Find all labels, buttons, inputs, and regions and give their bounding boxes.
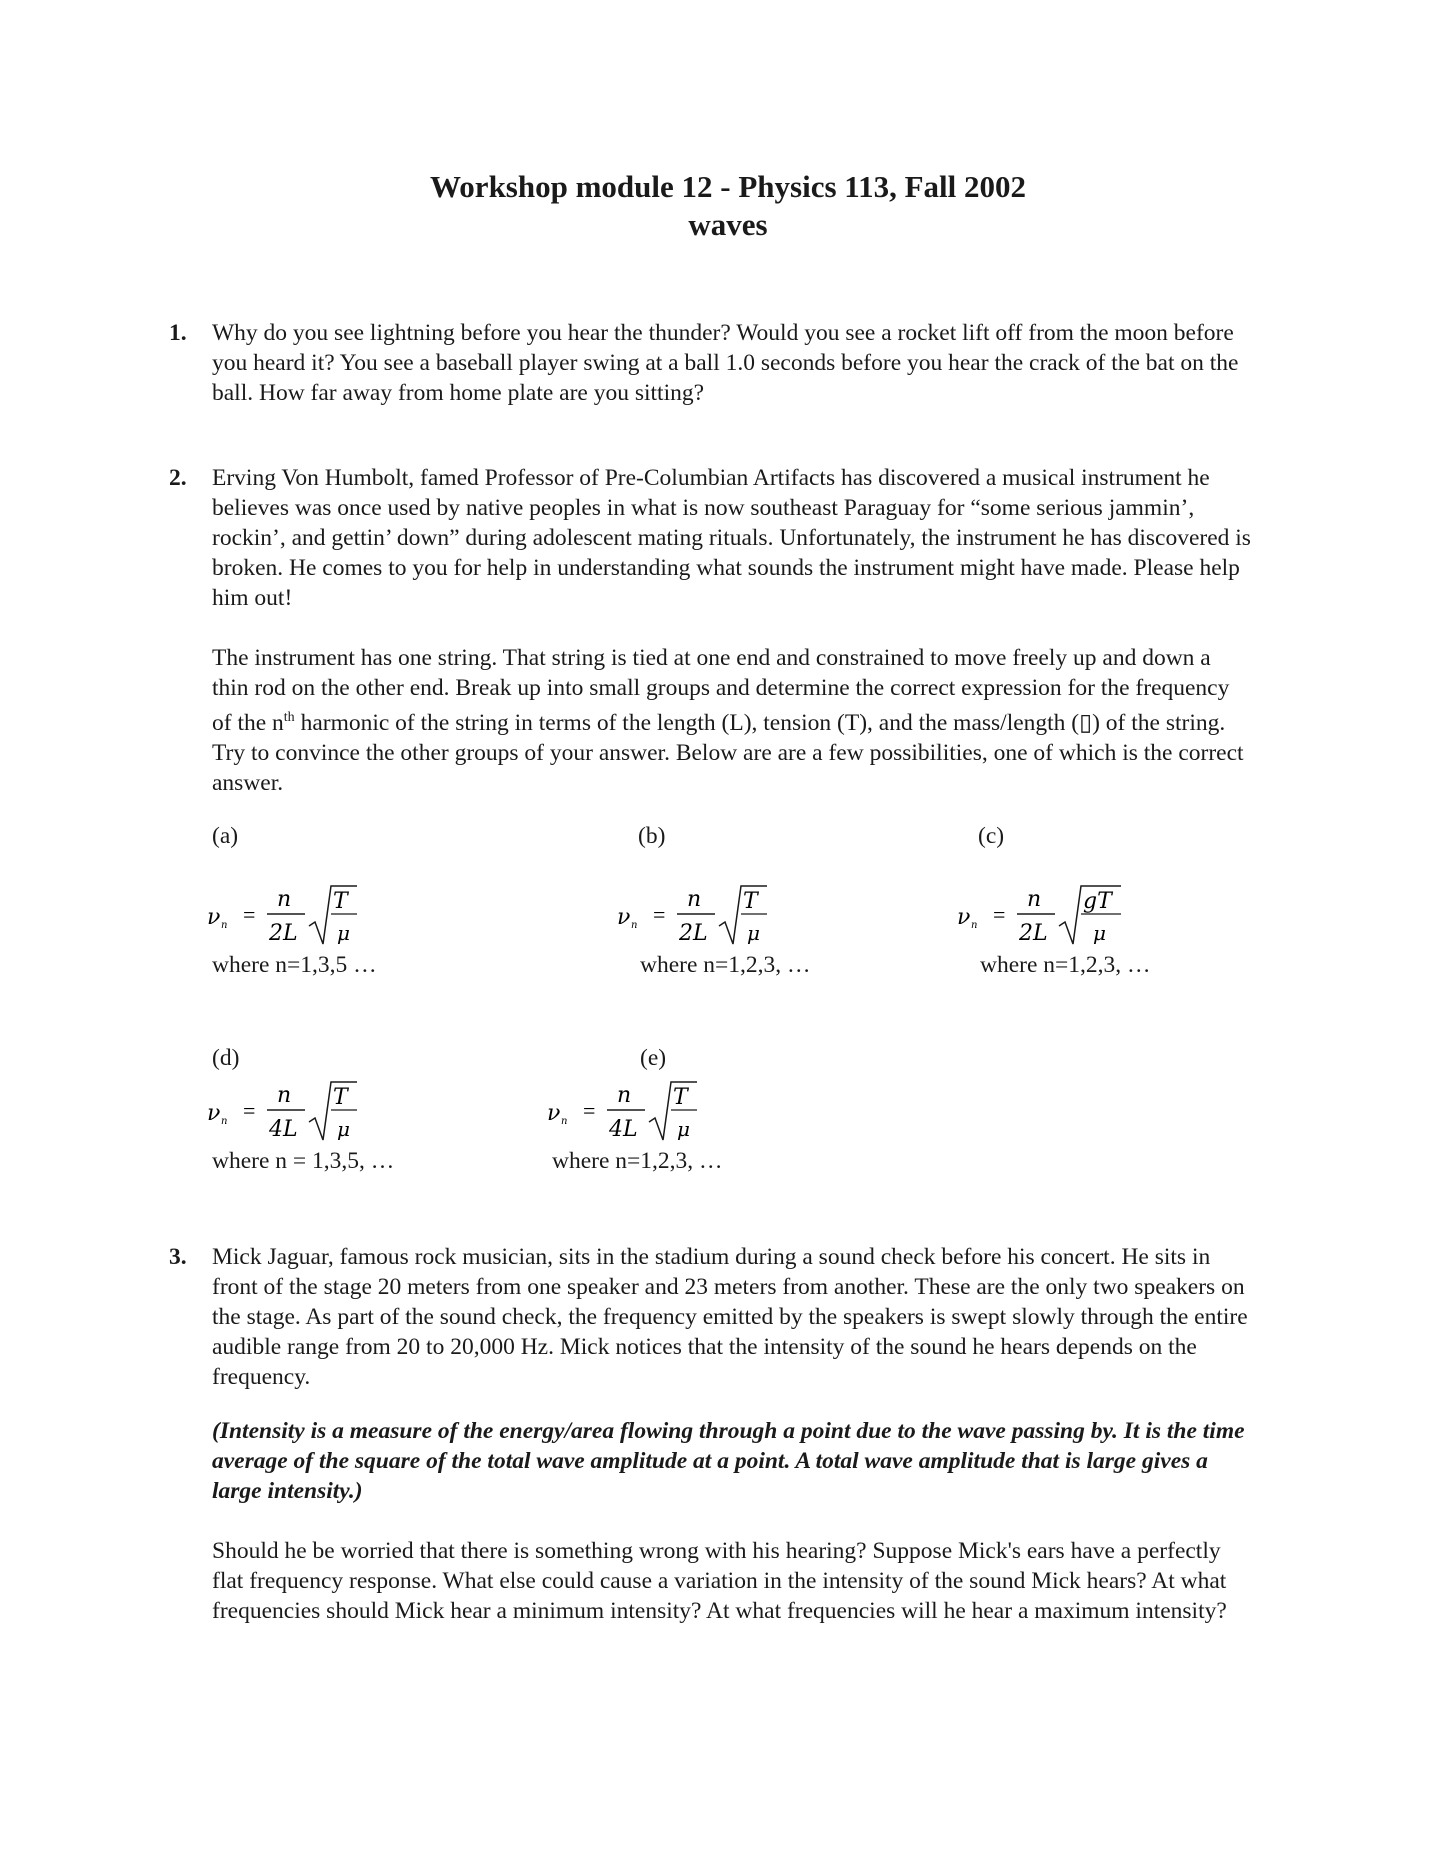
equals-sign: =	[243, 902, 256, 927]
fraction-numerator: n	[277, 887, 292, 912]
question-text: Mick Jaguar, famous rock musician, sits in the stadium during a sound check before his concert. He sits in front of the stage 20 meters from one speaker and 23 meters from another. These are the only two speakers on the stage. As part of the sound check, the frequency emitted by the speakers is swept slowly through the entire audible range from 20 to 20,000 Hz. Mick notices that the intensity of the sound he hears depends on the frequency.	[212, 1244, 1248, 1390]
lhs-subscript: n	[561, 1116, 568, 1127]
mu-symbol-box: ▯	[1079, 709, 1093, 736]
formula-c	[955, 880, 1155, 950]
radicand-top: T	[743, 889, 758, 914]
formula-svg	[205, 880, 405, 950]
formula-svg	[955, 880, 1155, 950]
radicand-top: T	[333, 1085, 348, 1110]
superscript-th: th	[283, 710, 295, 725]
where-c: where n=1,2,3, …	[980, 952, 1151, 978]
equals-sign: =	[993, 902, 1006, 927]
equals-sign: =	[583, 1098, 596, 1123]
where-a: where n=1,3,5 …	[212, 952, 377, 978]
formula-svg	[205, 1076, 405, 1146]
fraction-denominator: 2L	[679, 921, 708, 946]
radicand-bottom: μ	[677, 1117, 690, 1141]
equals-sign: =	[243, 1098, 256, 1123]
radicand-top: gT	[1083, 889, 1112, 914]
question-3	[169, 1242, 1252, 1392]
para-text-a: The instrument has one string. That string is tied at one end and constrained to move freely up and down a thin rod on the other end. Break up into small groups and determine the correct expression for the frequency of the n	[212, 645, 1230, 736]
formula-svg	[615, 880, 815, 950]
radicand-bottom: μ	[747, 921, 760, 945]
where-d: where n = 1,3,5, …	[212, 1148, 395, 1174]
option-label-d: (d)	[212, 1045, 240, 1071]
fraction-denominator: 4L	[609, 1117, 638, 1142]
option-label-e: (e)	[640, 1045, 667, 1071]
question-text: Erving Von Humbolt, famed Professor of Pre-Columbian Artifacts has discovered a musical instrument he believes was once used by native peoples in what is now southeast Paraguay for “some serious jammin’, rockin’, and gettin’ down” during adolescent mating rituals. Unfortunately, the instrument he has discovered is broken. He comes to you for help in understanding what sounds the instrument might have made. Please help him out!	[212, 465, 1251, 611]
fraction-numerator: n	[617, 1083, 632, 1108]
fraction-numerator: n	[277, 1083, 292, 1108]
radicand-top: T	[333, 889, 348, 914]
lhs-subscript: n	[221, 920, 228, 931]
question-text: Why do you see lightning before you hear the thunder? Would you see a rocket lift off from the moon before you heard it? You see a baseball player swing at a ball 1.0 seconds before you hear the crack of the bat on the ball. How far away from home plate are you sitting?	[212, 320, 1239, 406]
lhs-nu: ν	[957, 905, 971, 930]
para-text-b: harmonic of the string in terms of the length (L), tension (T), and the mass/length (	[294, 709, 1080, 736]
option-label-c: (c)	[978, 823, 1005, 849]
question-3-followup: Should he be worried that there is something wrong with his hearing? Suppose Mick's ears have a perfectly flat frequency response. What else could cause a variation in the intensity of the sound Mick hears? At what frequencies should Mick hear a minimum intensity? At what frequencies will he hear a maximum intensity?	[212, 1538, 1227, 1624]
para-text-c: ) of the string. Try to convince the other groups of your answer. Below are are a few possibilities, one of which is the correct answer.	[212, 709, 1244, 796]
option-label-b: (b)	[638, 823, 666, 849]
lhs-nu: ν	[207, 1101, 221, 1126]
title-line-2: waves	[688, 207, 768, 242]
fraction-denominator: 2L	[269, 921, 298, 946]
question-number: 3.	[169, 1244, 187, 1270]
formula-e	[545, 1076, 745, 1146]
equals-sign: =	[653, 902, 666, 927]
formula-a	[205, 880, 405, 950]
title-line-1: Workshop module 12 - Physics 113, Fall 2002	[430, 169, 1026, 204]
question-number: 1.	[169, 320, 187, 346]
where-e: where n=1,2,3, …	[552, 1148, 723, 1174]
option-label-a: (a)	[212, 823, 239, 849]
fraction-numerator: n	[1027, 887, 1042, 912]
fraction-numerator: n	[687, 887, 702, 912]
radicand-top: T	[673, 1085, 688, 1110]
lhs-nu: ν	[617, 905, 631, 930]
question-1	[169, 318, 1252, 408]
lhs-nu: ν	[547, 1101, 561, 1126]
formula-svg	[545, 1076, 745, 1146]
formula-d	[205, 1076, 405, 1146]
question-2-instrument-paragraph	[212, 643, 1252, 798]
fraction-denominator: 4L	[269, 1117, 298, 1142]
lhs-subscript: n	[631, 920, 638, 931]
question-number: 2.	[169, 465, 187, 491]
fraction-denominator: 2L	[1019, 921, 1048, 946]
radicand-bottom: μ	[337, 921, 350, 945]
formula-b	[615, 880, 815, 950]
where-b: where n=1,2,3, …	[640, 952, 811, 978]
page-title	[0, 168, 1456, 244]
intensity-note: (Intensity is a measure of the energy/area flowing through a point due to the wave passing by. It is the time average of the square of the total wave amplitude at a point. A total wave amplitude that is large gives a large intensity.)	[212, 1418, 1245, 1504]
lhs-subscript: n	[971, 920, 978, 931]
question-2	[169, 463, 1252, 613]
radicand-bottom: μ	[1093, 921, 1106, 945]
lhs-subscript: n	[221, 1116, 228, 1127]
radicand-bottom: μ	[337, 1117, 350, 1141]
lhs-nu: ν	[207, 905, 221, 930]
